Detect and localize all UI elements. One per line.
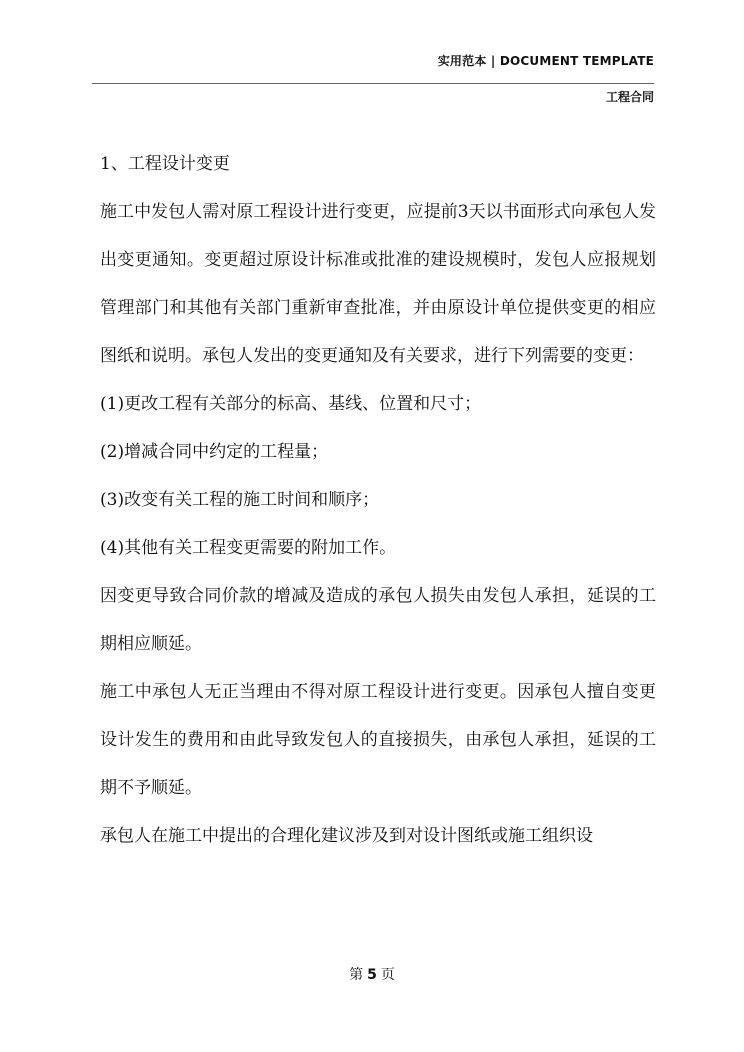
header-divider xyxy=(92,83,654,84)
paragraph: 施工中承包人无正当理由不得对原工程设计进行变更。因承包人擅自变更设计发生的费用和由此导致发包人的直接损失，由承包人承担，延误的工期不予顺延。 xyxy=(100,682,656,798)
page-suffix: 页 xyxy=(380,967,395,983)
list-item: (1)更改工程有关部分的标高、基线、位置和尺寸； xyxy=(100,394,482,414)
section-heading: 1、工程设计变更 xyxy=(100,154,230,174)
paragraph: 承包人在施工中提出的合理化建议涉及到对设计图纸或施工组织设 xyxy=(100,826,593,846)
document-body xyxy=(100,140,656,860)
header-subtitle: 工程合同 xyxy=(605,90,654,104)
paragraph: 施工中发包人需对原工程设计进行变更，应提前3天以书面形式向承包人发出变更通知。变更超过原设计标准或批准的建设规模时，发包人应报规划管理部门和其他有关部门重新审查批准，并由原设计单位提供变更的相应图纸和说明。承包人发出的变更通知及有关要求，进行下列需要的变更： xyxy=(100,202,656,366)
list-item: (2)增减合同中约定的工程量； xyxy=(100,442,329,462)
paragraph: 因变更导致合同价款的增减及造成的承包人损失由发包人承担，延误的工期相应顺延。 xyxy=(100,586,656,654)
page-prefix: 第 xyxy=(349,967,364,983)
page-footer xyxy=(0,964,744,984)
list-item: (4)其他有关工程变更需要的附加工作。 xyxy=(100,538,397,558)
list-item: (3)改变有关工程的施工时间和顺序； xyxy=(100,490,380,510)
header-title: 实用范本 | DOCUMENT TEMPLATE xyxy=(437,54,654,68)
page-number: 5 xyxy=(367,967,377,983)
